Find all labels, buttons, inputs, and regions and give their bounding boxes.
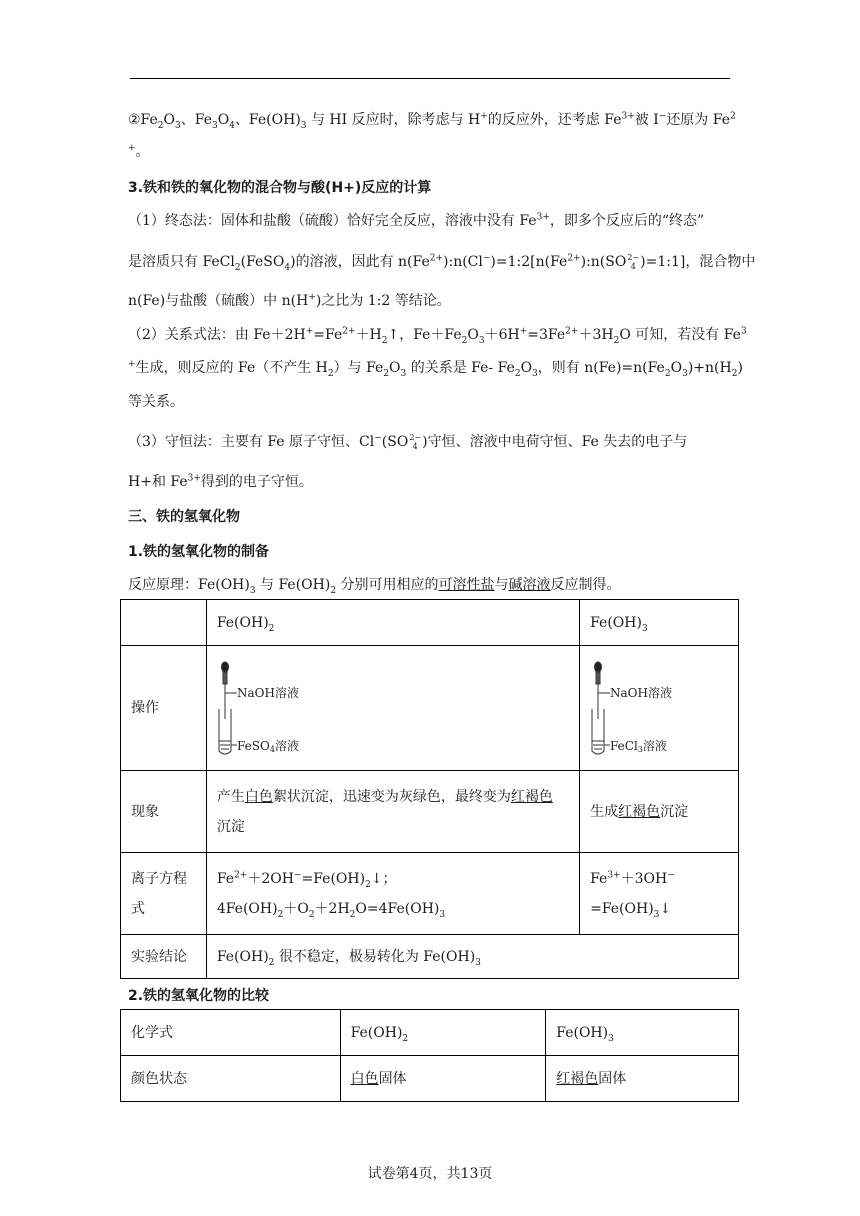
terminal-method-line3: n(Fe)与盐酸（硫酸）中 n(H+)之比为 1:2 等结论。: [128, 292, 451, 309]
label-feso4: FeSO4溶液: [236, 739, 299, 754]
header-feoh3: $Fe(OH)_3$: [546, 1010, 739, 1056]
color-state-feoh2: 白色固体: [340, 1056, 546, 1102]
section3-heading: 3.铁和铁的氧化物的混合物与酸(H+)反应的计算: [128, 180, 432, 196]
table1-corner: [121, 600, 207, 646]
header-feoh2: $Fe(OH)_2$: [340, 1010, 546, 1056]
page-footer: 试卷第4页，共13页: [367, 1166, 493, 1182]
label-fecl3: FeCl3溶液: [610, 739, 667, 754]
header-rule: [130, 78, 730, 79]
relation-method-line1: （2）关系式法：由 $Fe+2H^+=Fe^{2+}+H_2↑$，$Fe+Fe_2O_3+6H^+=3Fe^{2+}+3H_2O$ 可知，若没有 Fe$^3$: [128, 326, 747, 346]
dropper-tube-fecl3-illustration: [588, 653, 708, 763]
comparison-heading: 2.铁的氢氧化物的比较: [128, 988, 270, 1004]
hi-reaction-note-tail: +。: [128, 143, 150, 160]
apparatus-feoh2-cell: [206, 646, 579, 771]
conclusion-text: $Fe(OH)_2$ 很不稳定，极易转化为 $Fe(OH)_3$: [206, 935, 738, 979]
label-naoh: NaOH溶液: [236, 686, 299, 700]
col-header-feoh3: $Fe(OH)_3$: [580, 600, 739, 646]
row-label-color-state: 颜色状态: [121, 1056, 341, 1102]
comparison-table: [120, 1009, 739, 1102]
terminal-method-line1: （1）终态法：固体和盐酸（硫酸）恰好完全反应，溶液中没有 $Fe^{3+}$，即多个反应后的“终态”: [128, 212, 705, 229]
relation-method-line3: 等关系。: [128, 394, 184, 410]
header-formula: 化学式: [121, 1010, 341, 1056]
col-header-feoh2: $Fe(OH)_2$: [206, 600, 579, 646]
dropper-tube-feso4-illustration: [215, 653, 345, 763]
color-state-feoh3: 红褐色固体: [546, 1056, 739, 1102]
preparation-table: [120, 599, 739, 979]
row-label-operation: 操作: [121, 646, 207, 771]
apparatus-feoh3-cell: [580, 646, 739, 771]
svg-text:NaOH溶液: NaOH溶液: [610, 686, 673, 700]
row-label-phenomenon: 现象: [121, 771, 207, 853]
dropper-bulb: [221, 662, 228, 672]
relation-method-line2: +生成，则反应的 Fe（不产生 $H_2$）与 $Fe_2O_3$ 的关系是 Fe- $Fe_2O_3$，则有 $n(Fe)=n(Fe_2O_3)+n(H_2)$: [128, 359, 743, 379]
part3-heading: 三、铁的氢氧化物: [128, 509, 240, 525]
hi-reaction-note: $②Fe_2O_3$、$Fe_3O_4$、$Fe(OH)_3$ 与 HI 反应时，除考虑与 H+的反应外，还考虑 $Fe^{3+}$被 I−还原为 Fe$^2$: [128, 111, 736, 131]
row-label-conclusion: 实验结论: [121, 935, 207, 979]
reaction-principle: 反应原理：$Fe(OH)_3$ 与 $Fe(OH)_2$ 分别可用相应的可溶性盐与碱溶液反应制得。: [128, 577, 621, 596]
ionic-equation-feoh2: $Fe^{2+}+2OH^-=Fe(OH)_2↓$； $4Fe(OH)_2+O_2+2H_2O=4Fe(OH)_3$: [206, 853, 579, 935]
conservation-method-line2: H+和 $Fe^{3+}$得到的电子守恒。: [128, 473, 313, 490]
phenomenon-feoh2: 产生白色絮状沉淀，迅速变为灰绿色，最终变为红褐色 沉淀: [206, 771, 579, 853]
row-label-ionic-equation: 离子方程 式: [121, 853, 207, 935]
ionic-equation-feoh3: $Fe^{3+}+3OH^-$ $=Fe(OH)_3↓$: [580, 853, 739, 935]
phenomenon-feoh3: 生成红褐色沉淀: [580, 771, 739, 853]
terminal-method-line2: 是溶质只有 FeCl$_2$(FeSO$_4$)的溶液，因此有 $n(Fe^{2+}):n(Cl^-)=1:2[n(Fe^{2+}):n(SO2-$ 4 )=1:1]，混合物中: [128, 253, 756, 273]
conservation-method-line1: （3）守恒法：主要有 Fe 原子守恒、Cl−(SO2− 4 )守恒、溶液中电荷守恒、Fe 失去的电子与: [128, 433, 688, 451]
preparation-heading: 1.铁的氢氧化物的制备: [128, 544, 270, 560]
